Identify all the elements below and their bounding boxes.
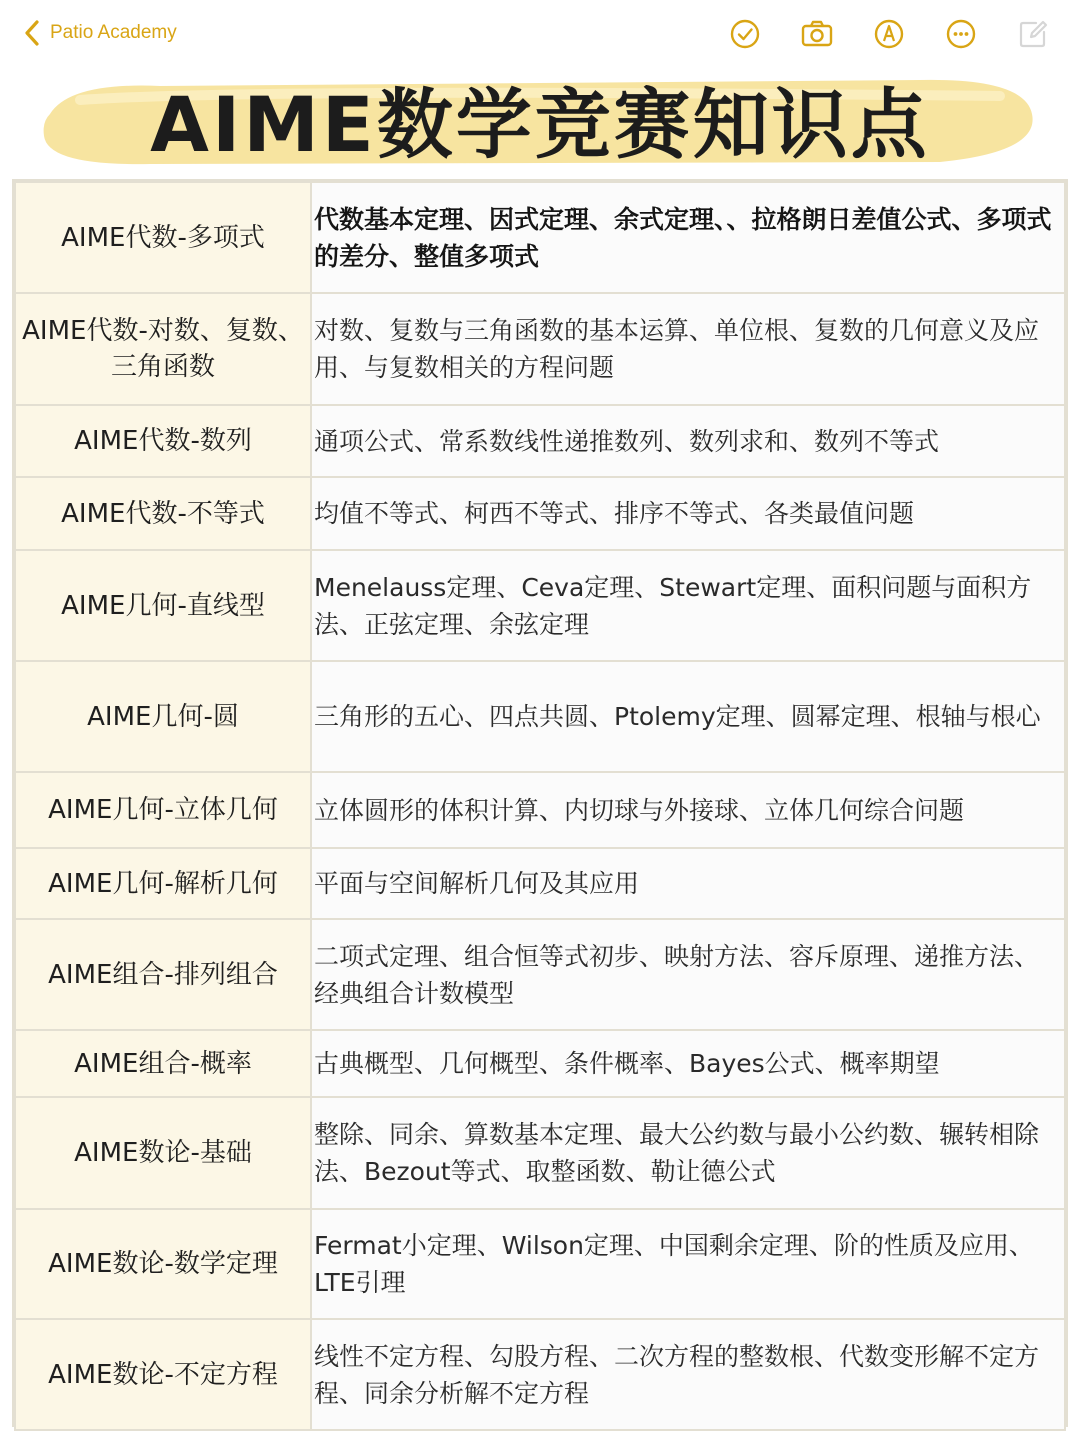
topics-cell: 对数、复数与三角函数的基本运算、单位根、复数的几何意义及应用、与复数相关的方程问题	[311, 293, 1065, 405]
topics-cell: Fermat小定理、Wilson定理、中国剩余定理、阶的性质及应用、LTE引理	[311, 1209, 1065, 1319]
chevron-left-icon	[22, 19, 42, 47]
topics-cell: 均值不等式、柯西不等式、排序不等式、各类最值问题	[311, 477, 1065, 550]
category-cell: AIME组合-概率	[15, 1030, 311, 1097]
topics-cell: 二项式定理、组合恒等式初步、映射方法、容斥原理、递推方法、经典组合计数模型	[311, 919, 1065, 1030]
topics-cell: 线性不定方程、勾股方程、二次方程的整数根、代数变形解不定方程、同余分析解不定方程	[311, 1319, 1065, 1430]
topics-cell: 代数基本定理、因式定理、余式定理、、拉格朗日差值公式、多项式的差分、整值多项式	[311, 182, 1065, 293]
table-row	[15, 919, 1065, 1030]
category-cell: AIME几何-解析几何	[15, 848, 311, 919]
category-cell: AIME几何-直线型	[15, 550, 311, 661]
category-cell: AIME代数-数列	[15, 405, 311, 477]
table-row	[15, 1209, 1065, 1319]
back-label: Patio Academy	[50, 22, 177, 43]
table-row	[15, 477, 1065, 550]
table-row	[15, 182, 1065, 293]
table-row	[15, 1319, 1065, 1430]
compose-button[interactable]	[1014, 15, 1052, 53]
markup-button[interactable]	[870, 15, 908, 53]
done-button[interactable]	[726, 15, 764, 53]
camera-button[interactable]	[798, 15, 836, 53]
knowledge-table	[12, 179, 1068, 1427]
category-cell: AIME组合-排列组合	[15, 919, 311, 1030]
table-row	[15, 1030, 1065, 1097]
top-bar	[0, 0, 1080, 66]
more-button[interactable]	[942, 15, 980, 53]
topics-cell: 整除、同余、算数基本定理、最大公约数与最小公约数、辗转相除法、Bezout等式、取整函数、勒让德公式	[311, 1097, 1065, 1209]
more-icon	[944, 17, 978, 51]
markup-pen-icon	[872, 17, 906, 51]
topics-cell: 立体圆形的体积计算、内切球与外接球、立体几何综合问题	[311, 772, 1065, 848]
topics-cell: Menelauss定理、Ceva定理、Stewart定理、面积问题与面积方法、正弦定理、余弦定理	[311, 550, 1065, 661]
toolbar	[726, 14, 1052, 54]
topics-table	[14, 181, 1066, 1431]
topics-cell: 通项公式、常系数线性递推数列、数列求和、数列不等式	[311, 405, 1065, 477]
table-row	[15, 848, 1065, 919]
category-cell: AIME代数-对数、复数、三角函数	[15, 293, 311, 405]
topics-cell: 古典概型、几何概型、条件概率、Bayes公式、概率期望	[311, 1030, 1065, 1097]
table-row	[15, 405, 1065, 477]
compose-icon	[1016, 17, 1050, 51]
table-row	[15, 550, 1065, 661]
title-banner	[40, 62, 1040, 174]
camera-icon	[800, 17, 834, 51]
topics-cell: 三角形的五心、四点共圆、Ptolemy定理、圆幂定理、根轴与根心	[311, 661, 1065, 772]
category-cell: AIME数论-基础	[15, 1097, 311, 1209]
table-row	[15, 293, 1065, 405]
category-cell: AIME几何-圆	[15, 661, 311, 772]
page-title: AIME数学竞赛知识点	[150, 79, 930, 169]
category-cell: AIME代数-不等式	[15, 477, 311, 550]
check-circle-icon	[728, 17, 762, 51]
category-cell: AIME数论-不定方程	[15, 1319, 311, 1430]
back-button[interactable]	[22, 18, 177, 48]
topics-cell: 平面与空间解析几何及其应用	[311, 848, 1065, 919]
category-cell: AIME数论-数学定理	[15, 1209, 311, 1319]
category-cell: AIME代数-多项式	[15, 182, 311, 293]
table-row	[15, 772, 1065, 848]
category-cell: AIME几何-立体几何	[15, 772, 311, 848]
table-row	[15, 1097, 1065, 1209]
table-row	[15, 661, 1065, 772]
